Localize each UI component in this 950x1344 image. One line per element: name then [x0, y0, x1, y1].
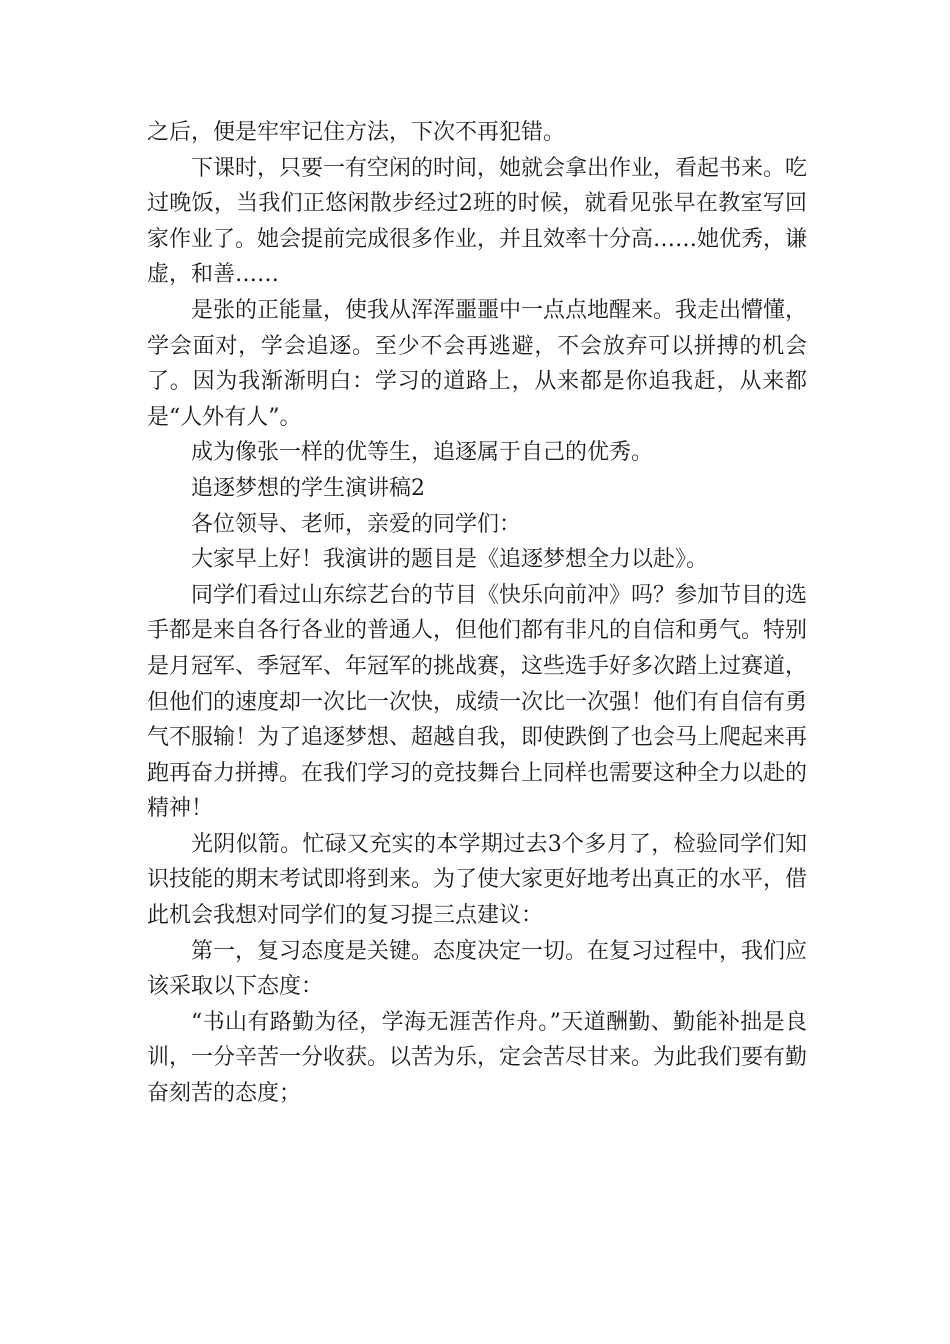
paragraph-greeting: 大家早上好！我演讲的题目是《追逐梦想全力以赴》。 [191, 547, 709, 573]
paragraph-9: 光阴似箭。忙碌又充实的本学期过去3个多月了，检验同学们知识技能的期末考试即将到来。为了使大家更好地考出真正的水平，借此机会我想对同学们的复习提三点建议： [147, 831, 808, 929]
paragraph-3: 是张的正能量，使我从浑浑噩噩中一点点地醒来。我走出懵懂，学会面对，学会追逐。至少不会再逃避，不会放弃可以拼搏的机会了。因为我渐渐明白：学习的道路上，从来都是你追我赶，从来都是“人外有人”。 [147, 297, 808, 430]
salutation: 各位领导、老师，亲爱的同学们： [191, 511, 522, 537]
paragraph-8: 同学们看过山东综艺台的节目《快乐向前冲》吗？参加节目的选手都是来自各行各业的普通人，但他们都有非凡的自信和勇气。特别是月冠军、季冠军、年冠军的挑战赛，这些选手好多次踏上过赛道，但他们的速度却一次比一次快，成绩一次比一次强！他们有自信有勇气不服输！为了追逐梦想、超越自我，即使跌倒了也会马上爬起来再跑再奋力拼搏。在我们学习的竞技舞台上同样也需要这种全力以赴的精神！ [147, 582, 808, 822]
paragraph-2: 下课时，只要一有空闲的时间，她就会拿出作业，看起书来。吃过晚饭，当我们正悠闲散步经过2班的时候，就看见张早在教室写回家作业了。她会提前完成很多作业，并且效率十分高……她优秀，谦虚，和善…… [147, 155, 808, 288]
document-page [147, 115, 807, 1112]
paragraph-4: 成为像张一样的优等生，追逐属于自己的优秀。 [191, 440, 654, 466]
paragraph-1: 之后，便是牢牢记住方法，下次不再犯错。 [147, 120, 566, 145]
paragraph-10: 第一，复习态度是关键。态度决定一切。在复习过程中，我们应该采取以下态度： [147, 938, 808, 1000]
paragraph-11: “书山有路勤为径，学海无涯苦作舟。”天道酬勤、勤能补拙是良训，一分辛苦一分收获。以苦为乐，定会苦尽甘来。为此我们要有勤奋刻苦的态度； [147, 1009, 808, 1107]
speech-title: 追逐梦想的学生演讲稿2 [191, 475, 425, 501]
